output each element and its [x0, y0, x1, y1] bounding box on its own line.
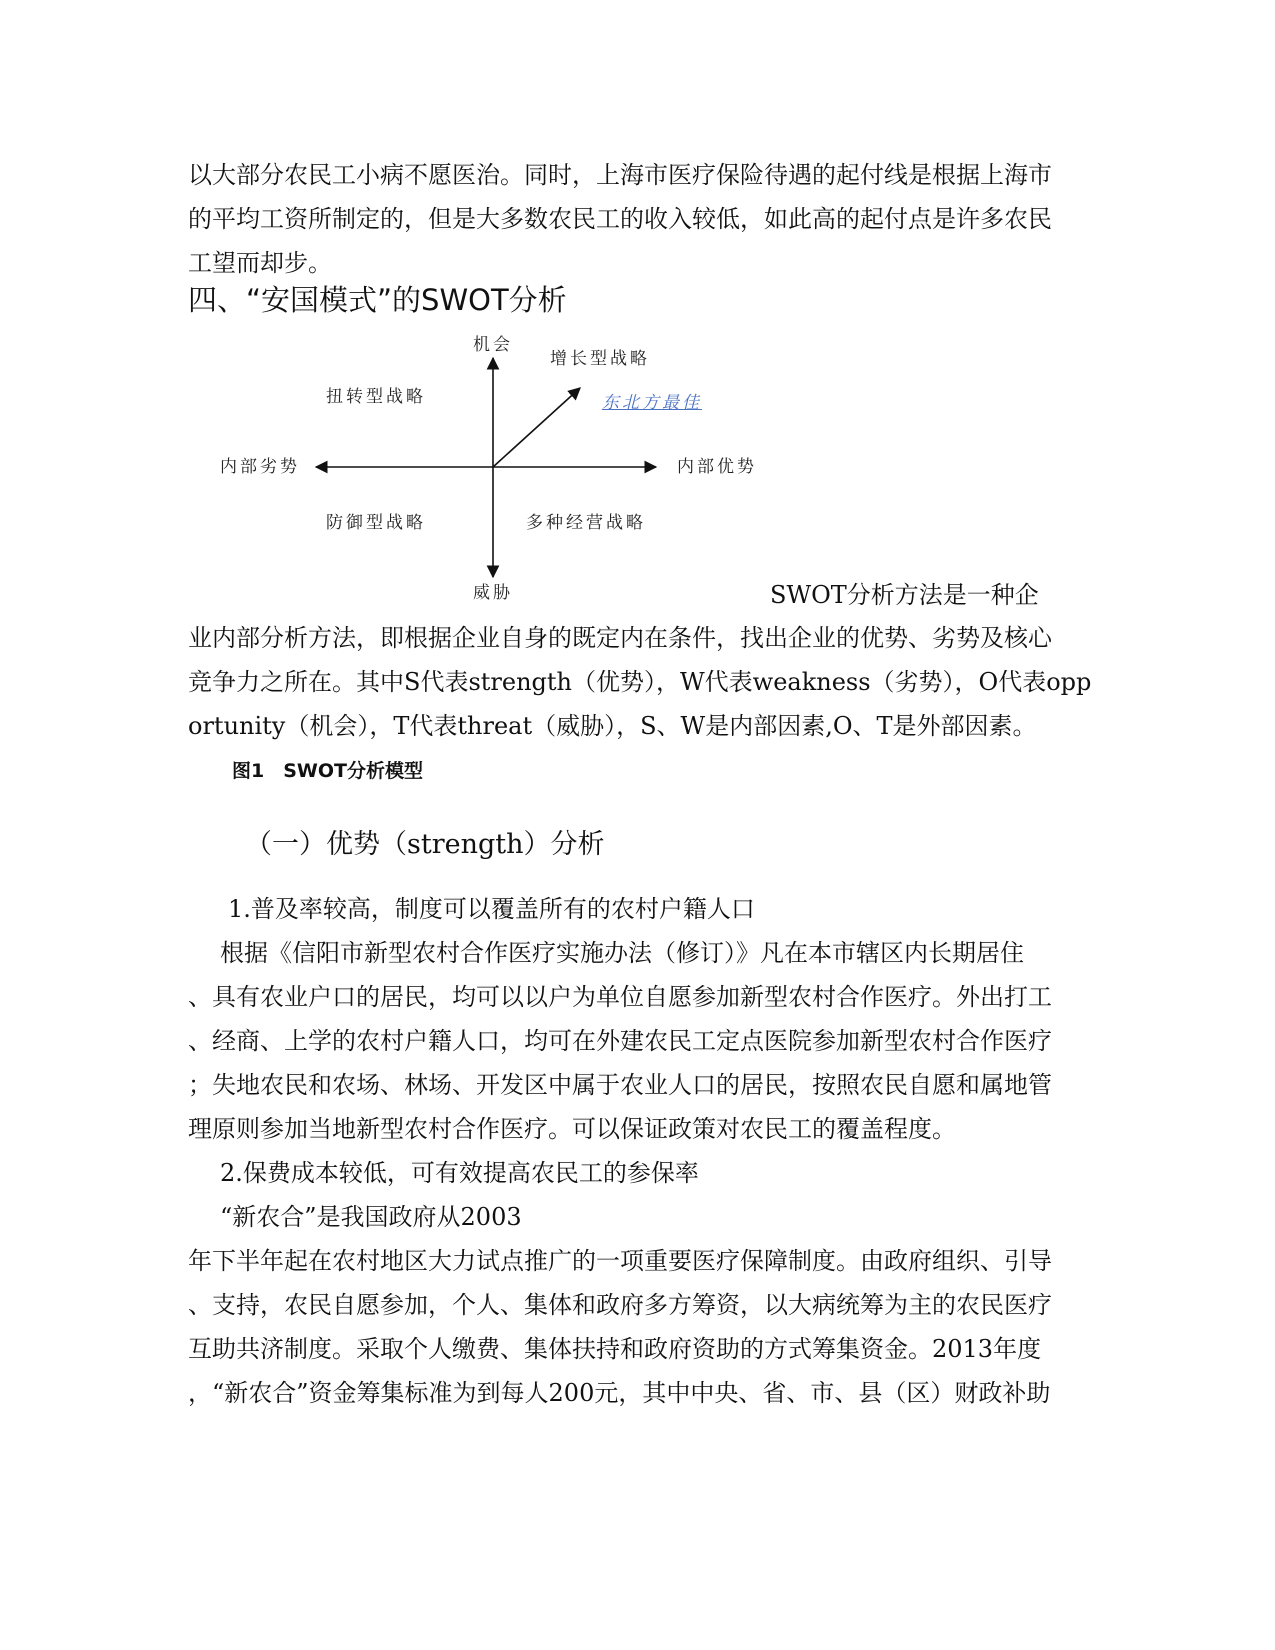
- intro-line-3: 工望而却步。: [188, 249, 332, 277]
- quadrant-defensive-strategy: 防御型战略: [326, 513, 426, 533]
- axis-label-strength: 内部优势: [677, 457, 757, 477]
- axis-label-weakness: 内部劣势: [220, 457, 300, 477]
- quadrant-growth-strategy: 增长型战略: [550, 349, 650, 369]
- intro-line-1: 以大部分农民工小病不愿医治。同时，上海市医疗保险待遇的起付线是根据上海市: [188, 161, 1052, 189]
- point1-line-3: 、经商、上学的农村户籍人口，均可在外建农民工定点医院参加新型农村合作医疗: [188, 1027, 1052, 1055]
- point1-line-1: 根据《信阳市新型农村合作医疗实施办法（修订）》凡在本市辖区内长期居住: [220, 939, 1024, 967]
- swot-line-4: ortunity（机会），T代表threat（威胁），S、W是内部因素,O、T是外部因素。: [188, 712, 1037, 740]
- point1-line-2: 、具有农业户口的居民，均可以以户为单位自愿参加新型农村合作医疗。外出打工: [188, 983, 1052, 1011]
- point2-line-1: “新农合”是我国政府从2003: [220, 1203, 522, 1231]
- growth-arrow: [493, 388, 580, 467]
- subsection-heading: （一）优势（strength）分析: [245, 829, 605, 860]
- point2-title: 2.保费成本较低，可有效提高农民工的参保率: [220, 1159, 699, 1187]
- swot-line-1: SWOT分析方法是一种企: [770, 581, 1039, 609]
- point1-title: 1.普及率较高，制度可以覆盖所有的农村户籍人口: [228, 895, 755, 923]
- point2-line-4: 互助共济制度。采取个人缴费、集体扶持和政府资助的方式筹集资金。2013年度: [188, 1335, 1042, 1363]
- northeast-best-note: 东北方最佳: [602, 393, 702, 413]
- figure-caption: 图1 SWOT分析模型: [232, 760, 423, 782]
- quadrant-diversification-strategy: 多种经营战略: [526, 513, 646, 533]
- swot-line-3: 竞争力之所在。其中S代表strength（优势），W代表weakness（劣势），O代表opp: [188, 668, 1092, 696]
- axis-label-opportunity: 机会: [473, 335, 513, 355]
- point2-line-3: 、支持，农民自愿参加，个人、集体和政府多方筹资，以大病统筹为主的农民医疗: [188, 1291, 1052, 1319]
- point1-line-4: ；失地农民和农场、林场、开发区中属于农业人口的居民，按照农民自愿和属地管: [188, 1071, 1052, 1099]
- quadrant-turnaround-strategy: 扭转型战略: [326, 387, 426, 407]
- point2-line-2: 年下半年起在农村地区大力试点推广的一项重要医疗保障制度。由政府组织、引导: [188, 1247, 1052, 1275]
- swot-axes: [220, 340, 820, 640]
- section-heading: 四、“安国模式”的SWOT分析: [188, 283, 567, 317]
- intro-line-2: 的平均工资所制定的，但是大多数农民工的收入较低，如此高的起付点是许多农民: [188, 205, 1052, 233]
- axis-label-threat: 威胁: [473, 583, 513, 603]
- swot-line-2: 业内部分析方法，即根据企业自身的既定内在条件，找出企业的优势、劣势及核心: [188, 624, 1052, 652]
- swot-diagram: [220, 335, 820, 640]
- point1-line-5: 理原则参加当地新型农村合作医疗。可以保证政策对农民工的覆盖程度。: [188, 1115, 956, 1143]
- point2-line-5: ，“新农合”资金筹集标准为到每人200元，其中中央、省、市、县（区）财政补助: [188, 1379, 1051, 1407]
